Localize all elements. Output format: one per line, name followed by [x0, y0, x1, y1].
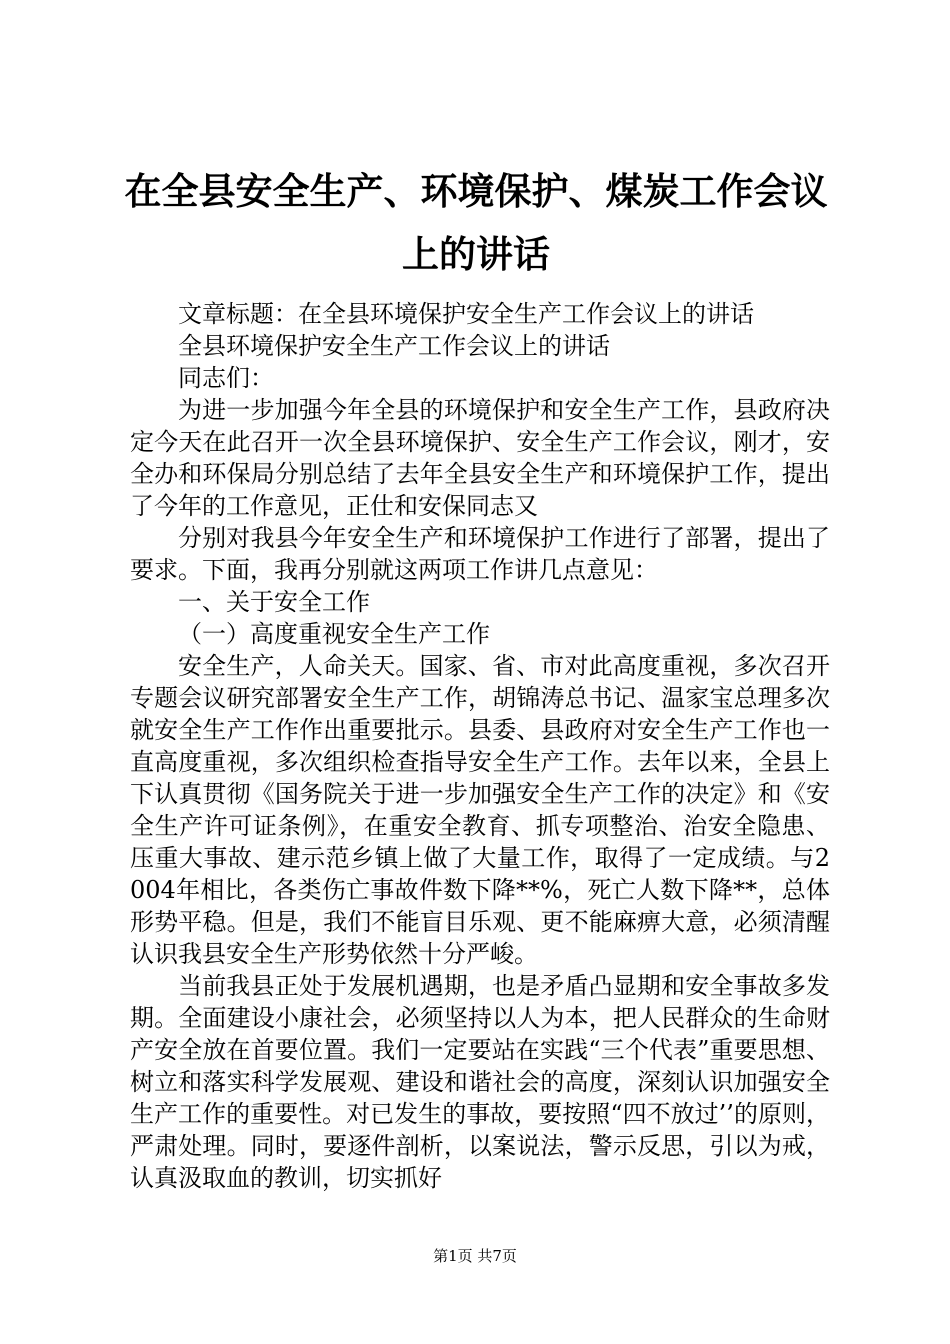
paragraph: 安全生产，人命关天。国家、省、市对此高度重视，多次召开专题会议研究部署安全生产工作，胡锦涛总书记、温家宝总理多次就安全生产工作作出重要批示。县委、县政府对安全生产工作也一直高度重视，多次组织检查指导安全生产工作。去年以来，全县上下认真贯彻《国务院关于进一步加强安全生产工作的决定》和《安全生产许可证条例》，在重安全教育、抓专项整治、治安全隐患、压重大事故、建示范乡镇上做了大量工作，取得了一定成绩。与2004年相比，各类伤亡事故件数下降**%，死亡人数下降**，总体形势平稳。但是，我们不能盲目乐观、更不能麻痹大意，必须清醒认识我县安全生产形势依然十分严峻。	[130, 652, 830, 968]
section-heading: 一、关于安全工作	[178, 588, 370, 616]
paragraph: 当前我县正处于发展机遇期，也是矛盾凸显期和安全事故多发期。全面建设小康社会，必须坚持以人为本，把人民群众的生命财产安全放在首要位置。我们一定要站在实践“三个代表”重要思想、树立和落实科学发展观、建设和谐社会的高度，深刻认识加强安全生产工作的重要性。对已发生的事故，要按照“四不放过’’的原则，严肃处理。同时，要逐件剖析，以案说法，警示反思，引以为戒，认真汲取血的教训，切实抓好	[130, 972, 830, 1192]
paragraph: 分别对我县今年安全生产和环境保护工作进行了部署，提出了要求。下面，我再分别就这两项工作讲几点意见：	[130, 524, 830, 584]
salutation: 同志们：	[178, 364, 274, 392]
page-number-footer: 第1页 共7页	[433, 1247, 517, 1265]
article-title-line: 文章标题：在全县环境保护安全生产工作会议上的讲话	[178, 300, 754, 328]
subtitle-line: 全县环境保护安全生产工作会议上的讲话	[178, 332, 610, 360]
subsection-heading: （一）高度重视安全生产工作	[178, 620, 490, 648]
document-body	[130, 298, 830, 1194]
paragraph: 为进一步加强今年全县的环境保护和安全生产工作，县政府决定今天在此召开一次全县环境保护、安全生产工作会议，刚才，安全办和环保局分别总结了去年全县安全生产和环境保护工作，提出了今年的工作意见，正仕和安保同志又	[130, 396, 830, 520]
document-title: 在全县安全生产、环境保护、煤炭工作会议上的讲话	[124, 170, 828, 276]
